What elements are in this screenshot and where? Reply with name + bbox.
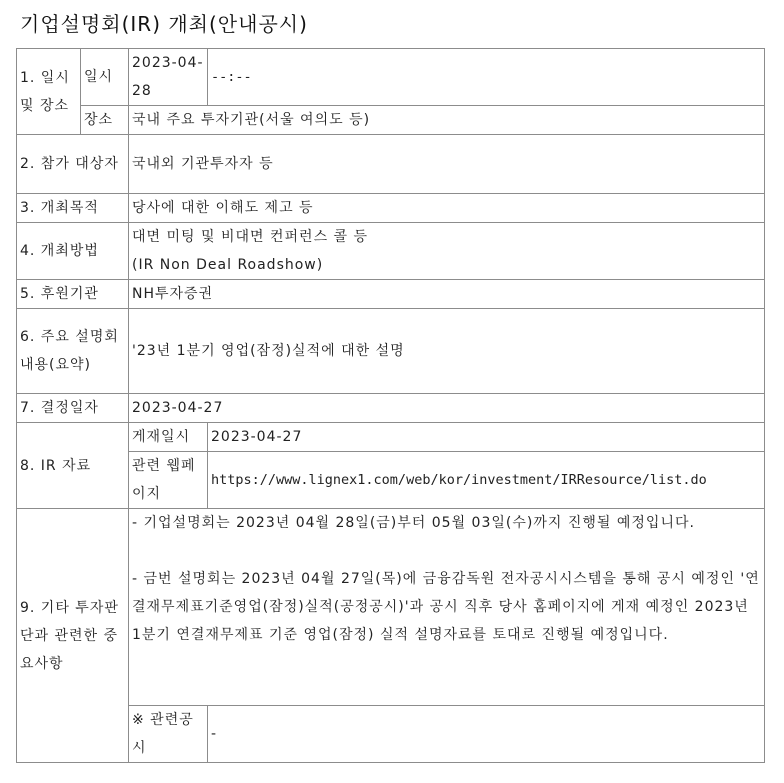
row-schedule-place: [17, 49, 765, 106]
row-webpage: [17, 452, 765, 509]
value-sponsor: NH투자증권: [129, 280, 765, 309]
other-para-1: - 기업설명회는 2023년 04월 28일(금)부터 05월 03일(수)까지 진행될 예정입니다.: [132, 515, 695, 531]
label-related-disclosure: ※ 관련공시: [129, 706, 208, 763]
label-other-matters: 9. 기타 투자판단과 관련한 중요사항: [17, 509, 129, 763]
value-contents: '23년 1분기 영업(잠정)실적에 대한 설명: [129, 309, 765, 394]
label-method: 4. 개최방법: [17, 223, 129, 280]
value-method: [129, 223, 765, 280]
value-other-matters: [129, 509, 765, 706]
row-place: [17, 106, 765, 135]
row-related-disclosure: [17, 706, 765, 763]
label-sponsor: 5. 후원기관: [17, 280, 129, 309]
label-contents: 6. 주요 설명회내용(요약): [17, 309, 129, 394]
method-line-2: (IR Non Deal Roadshow): [132, 257, 324, 273]
value-participants: 국내외 기관투자자 등: [129, 135, 765, 194]
label-post-date: 게재일시: [129, 423, 208, 452]
label-place: 장소: [81, 106, 129, 135]
page-title: 기업설명회(IR) 개최(안내공시): [20, 12, 308, 36]
row-purpose: [17, 194, 765, 223]
row-method: [17, 223, 765, 280]
value-time: --:--: [208, 49, 765, 106]
row-contents: [17, 309, 765, 394]
disclosure-table: [16, 48, 765, 763]
row-ir-material: [17, 423, 765, 452]
value-date: 2023-04-28: [129, 49, 208, 106]
webpage-link[interactable]: https://www.lignex1.com/web/kor/investment/IRResource/list.do: [208, 452, 765, 509]
label-participants: 2. 참가 대상자: [17, 135, 129, 194]
row-sponsor: [17, 280, 765, 309]
other-para-2: - 금번 설명회는 2023년 04월 27일(목)에 금융감독원 전자공시시스템을 통해 공시 예정인 '연결재무제표기준영업(잠정)실적(공정공시)'과 공시 직후 당사 홈페이지에 게재 예정인 2023년 1분기 연결재무제표 기준 영업(잠정) 실적 설명자료를 토대로 진행될 예정입니다.: [132, 571, 760, 643]
row-other-matters: [17, 509, 765, 706]
value-related-disclosure: -: [208, 706, 765, 763]
value-post-date: 2023-04-27: [208, 423, 765, 452]
method-line-1: 대면 미팅 및 비대면 컨퍼런스 콜 등: [132, 229, 369, 245]
label-ir-material: 8. IR 자료: [17, 423, 129, 509]
row-decision-date: [17, 394, 765, 423]
value-place: 국내 주요 투자기관(서울 여의도 등): [129, 106, 765, 135]
label-decision-date: 7. 결정일자: [17, 394, 129, 423]
value-purpose: 당사에 대한 이해도 제고 등: [129, 194, 765, 223]
label-webpage: 관련 웹페이지: [129, 452, 208, 509]
value-decision-date: 2023-04-27: [129, 394, 765, 423]
label-purpose: 3. 개최목적: [17, 194, 129, 223]
label-schedule-place: 1. 일시 및 장소: [17, 49, 81, 135]
label-date: 일시: [81, 49, 129, 106]
row-participants: [17, 135, 765, 194]
